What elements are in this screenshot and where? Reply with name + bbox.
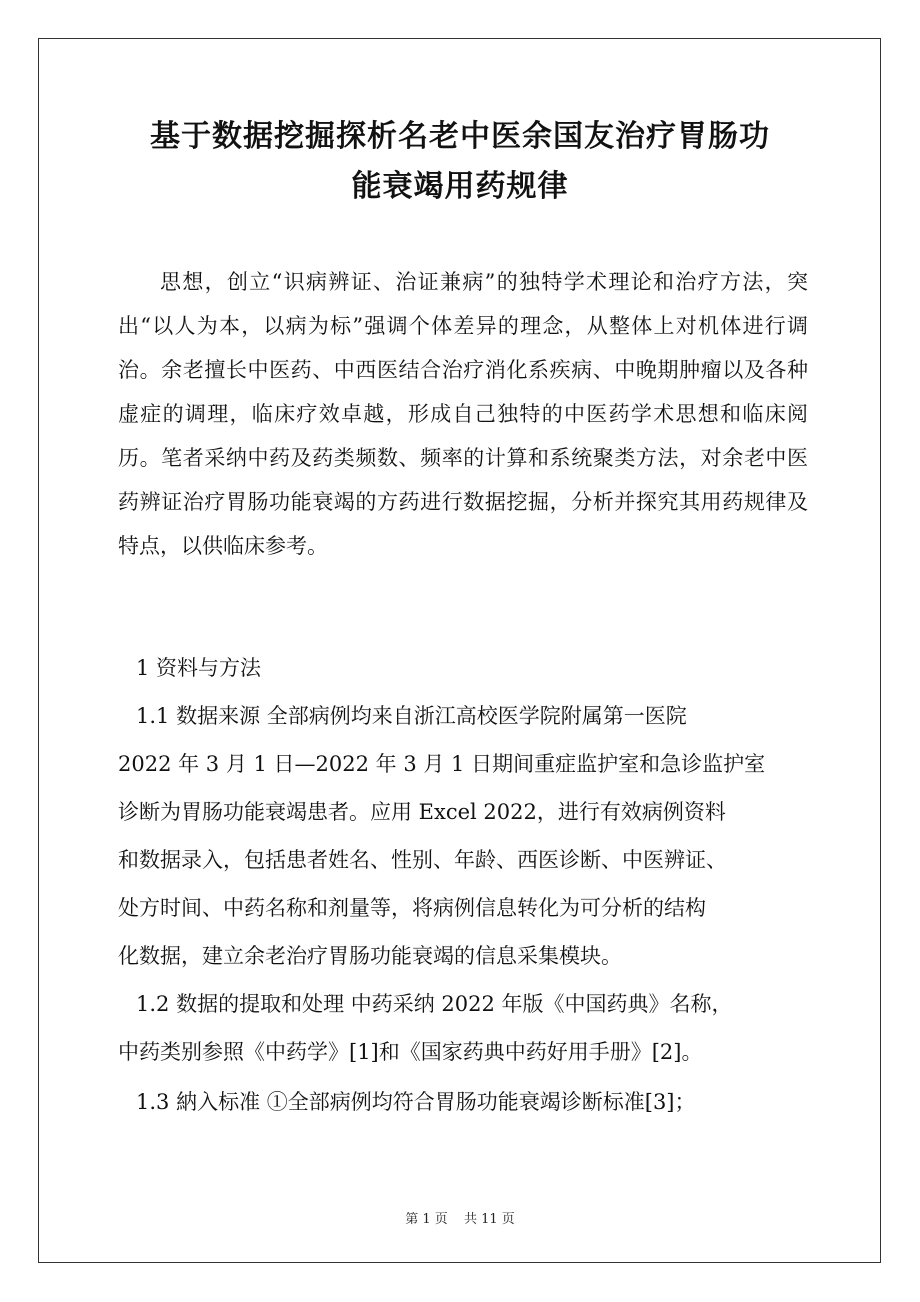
section-1-1-line-4: 和数据录入，包括患者姓名、性别、年龄、西医诊断、中医辨证、: [118, 848, 727, 872]
title-line-2: 能衰竭用药规律: [351, 169, 569, 204]
section-1-3-line-1: 1.3 納入标准 ①全部病例均符合胃肠功能衰竭诊断标准[3]；: [136, 1090, 696, 1114]
section-1-2-line-1: 1.2 数据的提取和处理 中药采纳 2022 年版《中国药典》名称，: [136, 992, 733, 1016]
section-1-1-line-2: 2022 年 3 月 1 日—2022 年 3 月 1 日期间重症监护室和急诊监护室: [118, 752, 766, 776]
section-1-1-line-6: 化数据，建立余老治疗胃肠功能衰竭的信息采集模块。: [118, 944, 622, 968]
page-total: 共 11 页: [463, 1212, 515, 1227]
intro-paragraph: 思想，创立“识病辨证、治证兼病”的独特学术理论和治疗方法，突出“以人为本，以病为标”强调个体差异的理念，从整体上对机体进行调治。余老擅长中医药、中西医结合治疗消化系疾病、中晚期肿瘤以及各种虚症的调理，临床疗效卓越，形成自己独特的中医药学术思想和临床阅历。笔者采纳中药及药类频数、频率的计算和系统聚类方法，对余老中医药辨证治疗胃肠功能衰竭的方药进行数据挖掘，分析并探究其用药规律及特点，以供临床参考。: [118, 270, 808, 558]
section-1-1-line-1: 1.1 数据来源 全部病例均来自浙江高校医学院附属第一医院: [136, 704, 687, 728]
page-number: 第 1 页: [405, 1212, 448, 1227]
title-line-1: 基于数据挖掘探析名老中医余国友治疗胃肠功: [150, 119, 770, 154]
section-1-1-line-5: 处方时间、中药名称和剂量等，将病例信息转化为可分析的结构: [118, 896, 706, 920]
section-1-1-line-3: 诊断为胃肠功能衰竭患者。应用 Excel 2022，进行有效病例资料: [118, 800, 726, 824]
section-1-heading: 1 资料与方法: [136, 656, 262, 680]
page-footer: [0, 1208, 920, 1227]
document-title: [80, 112, 840, 212]
section-1-2-line-2: 中药类别参照《中药学》[1]和《国家药典中药好用手册》[2]。: [118, 1040, 703, 1064]
